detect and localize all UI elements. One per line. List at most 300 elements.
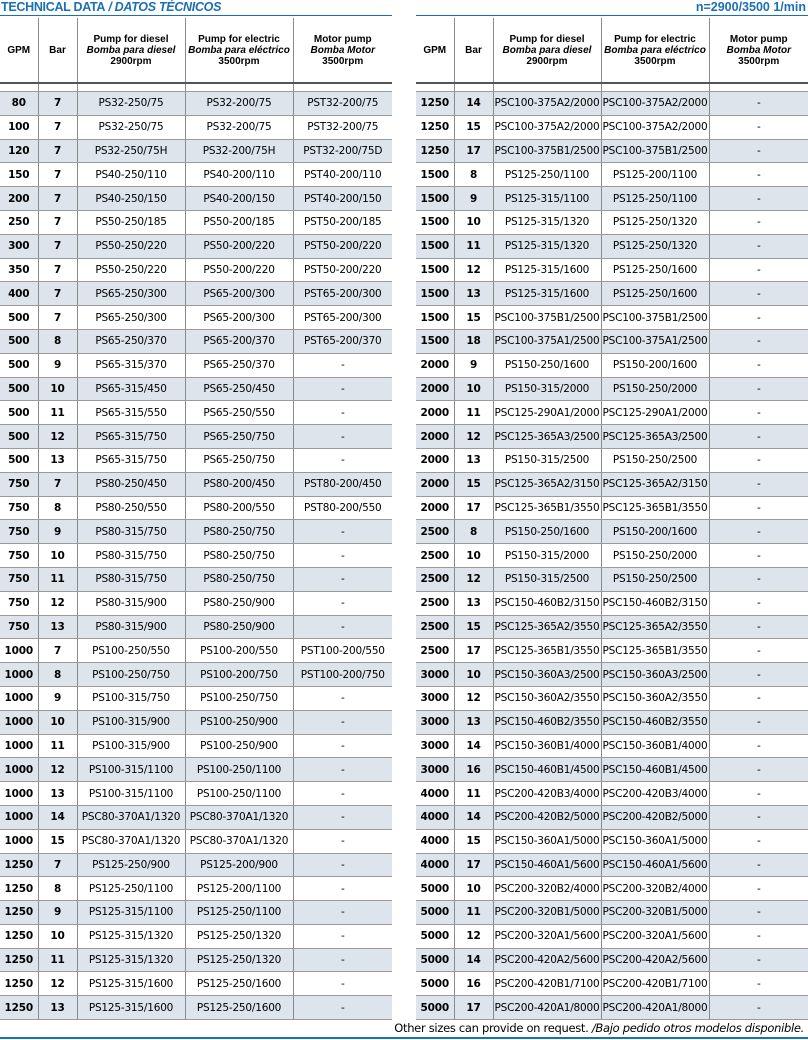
cell-motor-pump: PST50-200/220 xyxy=(293,234,392,258)
cell-electric-pump: PSC125-365B1/3550 xyxy=(601,639,709,663)
table-row xyxy=(0,591,392,615)
cell-motor-pump: - xyxy=(709,425,808,449)
header-diesel xyxy=(77,18,185,83)
cell-electric-pump: PS150-250/2500 xyxy=(601,448,709,472)
bottom-divider xyxy=(0,1037,808,1039)
table-row xyxy=(416,615,808,639)
cell-motor-pump: PST100-200/750 xyxy=(293,663,392,687)
table-row xyxy=(416,877,808,901)
cell-motor-pump: - xyxy=(709,448,808,472)
cell-diesel-pump: PSC100-375B1/2500 xyxy=(493,139,601,163)
header-electric xyxy=(185,18,293,83)
cell-gpm: 1500 xyxy=(416,329,454,353)
cell-diesel-pump: PS125-315/1600 xyxy=(77,972,185,996)
table-row xyxy=(416,805,808,829)
cell-electric-pump: PSC200-420B3/4000 xyxy=(601,782,709,806)
cell-motor-pump: - xyxy=(709,805,808,829)
cell-gpm: 5000 xyxy=(416,901,454,925)
cell-motor-pump: - xyxy=(293,686,392,710)
cell-electric-pump: PSC125-365B1/3550 xyxy=(601,496,709,520)
cell-gpm: 2500 xyxy=(416,567,454,591)
cell-bar: 10 xyxy=(38,544,77,568)
cell-motor-pump: - xyxy=(293,758,392,782)
table-row xyxy=(416,591,808,615)
header-electric-rpm: 3500rpm xyxy=(634,55,676,67)
cell-diesel-pump: PSC100-375A2/2000 xyxy=(493,92,601,116)
cell-bar: 13 xyxy=(38,448,77,472)
cell-gpm: 2000 xyxy=(416,353,454,377)
cell-electric-pump: PS100-250/900 xyxy=(185,734,293,758)
cell-electric-pump: PSC125-365A2/3550 xyxy=(601,615,709,639)
cell-electric-pump: PSC100-375B1/2500 xyxy=(601,306,709,330)
cell-bar: 12 xyxy=(454,567,493,591)
cell-diesel-pump: PSC200-420B1/7100 xyxy=(493,972,601,996)
cell-gpm: 1000 xyxy=(0,710,38,734)
cell-motor-pump: - xyxy=(709,401,808,425)
header-electric-es: Bomba para eléctrico xyxy=(188,44,290,56)
table-row xyxy=(416,210,808,234)
cell-motor-pump: - xyxy=(709,758,808,782)
cell-diesel-pump: PS125-315/1600 xyxy=(493,258,601,282)
header-electric-en: Pump for electric xyxy=(198,33,280,45)
cell-motor-pump: PST50-200/185 xyxy=(293,210,392,234)
cell-bar: 7 xyxy=(38,92,77,116)
cell-diesel-pump: PS50-250/220 xyxy=(77,258,185,282)
cell-bar: 17 xyxy=(454,996,493,1020)
cell-gpm: 1500 xyxy=(416,210,454,234)
cell-bar: 10 xyxy=(38,377,77,401)
cell-gpm: 1000 xyxy=(0,734,38,758)
cell-motor-pump: PST80-200/450 xyxy=(293,472,392,496)
cell-gpm: 750 xyxy=(0,615,38,639)
cell-motor-pump: - xyxy=(709,377,808,401)
cell-motor-pump: - xyxy=(293,353,392,377)
table-row xyxy=(0,805,392,829)
table-row xyxy=(0,544,392,568)
cell-electric-pump: PS65-250/370 xyxy=(185,353,293,377)
cell-bar: 11 xyxy=(454,234,493,258)
cell-motor-pump: - xyxy=(709,472,808,496)
cell-motor-pump: - xyxy=(293,567,392,591)
cell-bar: 8 xyxy=(38,496,77,520)
cell-motor-pump: - xyxy=(709,92,808,116)
cell-diesel-pump: PS65-250/300 xyxy=(77,282,185,306)
table-row xyxy=(0,258,392,282)
cell-gpm: 3000 xyxy=(416,710,454,734)
cell-bar: 12 xyxy=(454,924,493,948)
cell-motor-pump: - xyxy=(293,829,392,853)
header-motor-es: Bomba Motor xyxy=(726,44,791,56)
table-row xyxy=(416,996,808,1020)
cell-electric-pump: PSC100-375A1/2500 xyxy=(601,329,709,353)
table-row xyxy=(0,782,392,806)
cell-electric-pump: PSC200-420A1/8000 xyxy=(601,996,709,1020)
cell-gpm: 4000 xyxy=(416,805,454,829)
cell-diesel-pump: PS100-315/750 xyxy=(77,686,185,710)
cell-gpm: 2500 xyxy=(416,544,454,568)
cell-gpm: 1500 xyxy=(416,282,454,306)
cell-bar: 11 xyxy=(454,901,493,925)
cell-electric-pump: PS150-250/2500 xyxy=(601,567,709,591)
cell-bar: 7 xyxy=(38,853,77,877)
cell-motor-pump: - xyxy=(709,901,808,925)
table-header-row xyxy=(0,18,392,83)
cell-electric-pump: PS150-250/2000 xyxy=(601,544,709,568)
table-row xyxy=(416,520,808,544)
header-diesel-rpm: 2900rpm xyxy=(526,55,568,67)
cell-diesel-pump: PSC200-420A2/5600 xyxy=(493,948,601,972)
cell-diesel-pump: PS150-315/2500 xyxy=(493,448,601,472)
header-bar: Bar xyxy=(454,18,493,83)
cell-gpm: 500 xyxy=(0,329,38,353)
cell-diesel-pump: PS150-250/1600 xyxy=(493,520,601,544)
cell-diesel-pump: PS125-250/1100 xyxy=(77,877,185,901)
cell-motor-pump: - xyxy=(293,901,392,925)
table-row xyxy=(416,639,808,663)
cell-motor-pump: PST50-200/220 xyxy=(293,258,392,282)
cell-electric-pump: PS80-250/750 xyxy=(185,544,293,568)
spacer-cell xyxy=(185,83,293,92)
cell-electric-pump: PS80-250/900 xyxy=(185,615,293,639)
table-row xyxy=(0,306,392,330)
cell-bar: 10 xyxy=(454,544,493,568)
cell-motor-pump: - xyxy=(709,710,808,734)
cell-electric-pump: PSC100-375A2/2000 xyxy=(601,115,709,139)
cell-motor-pump: - xyxy=(293,615,392,639)
table-row xyxy=(416,901,808,925)
header-motor-en: Motor pump xyxy=(729,33,788,45)
table-spacer-row xyxy=(0,83,392,92)
cell-electric-pump: PS125-250/1100 xyxy=(185,901,293,925)
cell-gpm: 4000 xyxy=(416,853,454,877)
cell-electric-pump: PS80-250/750 xyxy=(185,567,293,591)
table-row xyxy=(416,663,808,687)
cell-gpm: 2000 xyxy=(416,448,454,472)
table-row xyxy=(416,329,808,353)
table-row xyxy=(0,92,392,116)
cell-diesel-pump: PS80-315/750 xyxy=(77,567,185,591)
cell-diesel-pump: PSC125-365A2/3150 xyxy=(493,472,601,496)
table-row xyxy=(0,187,392,211)
table-row xyxy=(0,210,392,234)
cell-diesel-pump: PS125-315/1320 xyxy=(493,234,601,258)
table-row xyxy=(0,496,392,520)
spacer-cell xyxy=(493,83,601,92)
cell-diesel-pump: PS125-250/900 xyxy=(77,853,185,877)
cell-motor-pump: - xyxy=(709,187,808,211)
table-row xyxy=(416,115,808,139)
table-row xyxy=(416,544,808,568)
table-row xyxy=(416,782,808,806)
cell-diesel-pump: PS150-315/2500 xyxy=(493,567,601,591)
cell-bar: 17 xyxy=(454,139,493,163)
cell-diesel-pump: PS100-315/1100 xyxy=(77,782,185,806)
cell-electric-pump: PS100-200/550 xyxy=(185,639,293,663)
spacer-cell xyxy=(416,83,454,92)
cell-electric-pump: PSC150-360B1/4000 xyxy=(601,734,709,758)
table-row xyxy=(0,425,392,449)
cell-gpm: 500 xyxy=(0,306,38,330)
cell-electric-pump: PS125-250/1320 xyxy=(601,234,709,258)
cell-motor-pump: - xyxy=(709,853,808,877)
cell-electric-pump: PSC100-375A2/2000 xyxy=(601,92,709,116)
cell-electric-pump: PS100-250/1100 xyxy=(185,782,293,806)
cell-gpm: 1000 xyxy=(0,782,38,806)
cell-bar: 15 xyxy=(454,615,493,639)
cell-bar: 13 xyxy=(454,591,493,615)
header-motor xyxy=(709,18,808,83)
cell-gpm: 1250 xyxy=(0,972,38,996)
table-row xyxy=(416,282,808,306)
cell-electric-pump: PSC150-460A1/5600 xyxy=(601,853,709,877)
cell-motor-pump: PST65-200/300 xyxy=(293,282,392,306)
cell-bar: 15 xyxy=(454,115,493,139)
cell-gpm: 2000 xyxy=(416,377,454,401)
header-bar: Bar xyxy=(38,18,77,83)
cell-motor-pump: - xyxy=(709,496,808,520)
cell-gpm: 150 xyxy=(0,163,38,187)
header-gpm: GPM xyxy=(0,18,38,83)
cell-diesel-pump: PSC200-420B2/5000 xyxy=(493,805,601,829)
cell-motor-pump: - xyxy=(709,329,808,353)
cell-diesel-pump: PS100-250/750 xyxy=(77,663,185,687)
cell-gpm: 300 xyxy=(0,234,38,258)
table-row xyxy=(416,853,808,877)
cell-diesel-pump: PS80-315/900 xyxy=(77,591,185,615)
cell-gpm: 1250 xyxy=(0,948,38,972)
cell-motor-pump: - xyxy=(709,234,808,258)
cell-electric-pump: PS65-250/750 xyxy=(185,425,293,449)
cell-bar: 8 xyxy=(38,329,77,353)
cell-electric-pump: PS40-200/150 xyxy=(185,187,293,211)
cell-gpm: 1500 xyxy=(416,258,454,282)
cell-gpm: 2500 xyxy=(416,591,454,615)
table-row xyxy=(416,686,808,710)
cell-diesel-pump: PS100-315/900 xyxy=(77,710,185,734)
cell-gpm: 1000 xyxy=(0,663,38,687)
cell-bar: 8 xyxy=(38,877,77,901)
cell-motor-pump: PST40-200/110 xyxy=(293,163,392,187)
footnote-es: /Bajo pedido otros modelos disponible. xyxy=(591,1021,804,1035)
cell-electric-pump: PSC100-375B1/2500 xyxy=(601,139,709,163)
table-row xyxy=(0,996,392,1020)
cell-gpm: 200 xyxy=(0,187,38,211)
cell-electric-pump: PS50-200/185 xyxy=(185,210,293,234)
cell-motor-pump: - xyxy=(709,210,808,234)
table-row xyxy=(0,567,392,591)
cell-motor-pump: PST32-200/75 xyxy=(293,92,392,116)
cell-electric-pump: PS80-250/900 xyxy=(185,591,293,615)
cell-bar: 8 xyxy=(454,520,493,544)
cell-diesel-pump: PS65-315/550 xyxy=(77,401,185,425)
cell-motor-pump: - xyxy=(293,853,392,877)
cell-electric-pump: PSC150-460B2/3150 xyxy=(601,591,709,615)
cell-electric-pump: PS125-250/1100 xyxy=(601,187,709,211)
cell-diesel-pump: PS150-250/1600 xyxy=(493,353,601,377)
cell-bar: 10 xyxy=(38,924,77,948)
cell-gpm: 500 xyxy=(0,377,38,401)
cell-motor-pump: - xyxy=(709,520,808,544)
table-row xyxy=(416,234,808,258)
cell-bar: 14 xyxy=(454,948,493,972)
cell-diesel-pump: PSC125-365B1/3550 xyxy=(493,639,601,663)
cell-motor-pump: PST80-200/550 xyxy=(293,496,392,520)
cell-diesel-pump: PS125-315/1320 xyxy=(493,210,601,234)
table-row xyxy=(416,972,808,996)
cell-bar: 18 xyxy=(454,329,493,353)
spacer-cell xyxy=(38,83,77,92)
cell-gpm: 1000 xyxy=(0,686,38,710)
cell-bar: 13 xyxy=(454,710,493,734)
cell-diesel-pump: PSC80-370A1/1320 xyxy=(77,805,185,829)
cell-diesel-pump: PS65-250/370 xyxy=(77,329,185,353)
cell-gpm: 2500 xyxy=(416,639,454,663)
title-separator: / xyxy=(105,0,115,14)
cell-diesel-pump: PS125-315/1100 xyxy=(77,901,185,925)
cell-motor-pump: PST32-200/75 xyxy=(293,115,392,139)
speed-label: n=2900/3500 1/min xyxy=(695,0,806,14)
cell-electric-pump: PSC150-360A1/5000 xyxy=(601,829,709,853)
cell-gpm: 750 xyxy=(0,520,38,544)
table-row xyxy=(0,448,392,472)
cell-diesel-pump: PSC80-370A1/1320 xyxy=(77,829,185,853)
cell-diesel-pump: PSC150-460B1/4500 xyxy=(493,758,601,782)
cell-bar: 15 xyxy=(454,306,493,330)
header-electric-es: Bomba para eléctrico xyxy=(604,44,706,56)
cell-gpm: 1250 xyxy=(416,139,454,163)
cell-gpm: 2000 xyxy=(416,425,454,449)
cell-gpm: 500 xyxy=(0,425,38,449)
cell-gpm: 750 xyxy=(0,544,38,568)
cell-gpm: 1500 xyxy=(416,306,454,330)
table-row xyxy=(416,924,808,948)
cell-bar: 10 xyxy=(38,710,77,734)
cell-bar: 13 xyxy=(38,996,77,1020)
table-row xyxy=(0,615,392,639)
cell-gpm: 750 xyxy=(0,567,38,591)
tech-table-left xyxy=(0,18,392,1020)
table-row xyxy=(416,448,808,472)
table-body-left xyxy=(0,83,392,1020)
cell-diesel-pump: PSC150-460B2/3550 xyxy=(493,710,601,734)
cell-bar: 11 xyxy=(38,734,77,758)
cell-gpm: 500 xyxy=(0,448,38,472)
table-row xyxy=(0,710,392,734)
cell-electric-pump: PS32-200/75H xyxy=(185,139,293,163)
table-row xyxy=(0,901,392,925)
table-row xyxy=(0,282,392,306)
cell-gpm: 1000 xyxy=(0,639,38,663)
cell-motor-pump: - xyxy=(293,877,392,901)
cell-gpm: 3000 xyxy=(416,758,454,782)
cell-diesel-pump: PSC125-365A3/2500 xyxy=(493,425,601,449)
cell-motor-pump: PST32-200/75D xyxy=(293,139,392,163)
spacer-cell xyxy=(709,83,808,92)
cell-motor-pump: - xyxy=(293,377,392,401)
cell-bar: 17 xyxy=(454,639,493,663)
cell-diesel-pump: PS100-315/900 xyxy=(77,734,185,758)
cell-gpm: 1250 xyxy=(0,877,38,901)
cell-bar: 12 xyxy=(38,758,77,782)
table-row xyxy=(0,353,392,377)
cell-bar: 9 xyxy=(38,353,77,377)
cell-motor-pump: - xyxy=(293,734,392,758)
cell-motor-pump: - xyxy=(293,591,392,615)
cell-motor-pump: - xyxy=(709,163,808,187)
cell-gpm: 2000 xyxy=(416,472,454,496)
cell-motor-pump: - xyxy=(709,544,808,568)
cell-motor-pump: - xyxy=(709,972,808,996)
cell-bar: 14 xyxy=(454,805,493,829)
cell-diesel-pump: PSC100-375B1/2500 xyxy=(493,306,601,330)
cell-motor-pump: - xyxy=(293,448,392,472)
cell-gpm: 400 xyxy=(0,282,38,306)
cell-gpm: 1250 xyxy=(0,853,38,877)
cell-motor-pump: - xyxy=(709,591,808,615)
cell-bar: 15 xyxy=(454,472,493,496)
table-row xyxy=(416,734,808,758)
cell-bar: 7 xyxy=(38,163,77,187)
cell-bar: 14 xyxy=(38,805,77,829)
table-row xyxy=(416,829,808,853)
cell-diesel-pump: PSC200-320B2/4000 xyxy=(493,877,601,901)
cell-electric-pump: PSC200-420B1/7100 xyxy=(601,972,709,996)
spacer-cell xyxy=(0,83,38,92)
cell-gpm: 1000 xyxy=(0,758,38,782)
cell-bar: 12 xyxy=(38,591,77,615)
cell-gpm: 1250 xyxy=(416,115,454,139)
cell-motor-pump: PST65-200/370 xyxy=(293,329,392,353)
cell-bar: 13 xyxy=(38,615,77,639)
cell-bar: 10 xyxy=(454,663,493,687)
cell-gpm: 1000 xyxy=(0,829,38,853)
cell-gpm: 2500 xyxy=(416,615,454,639)
cell-bar: 11 xyxy=(38,567,77,591)
table-row xyxy=(416,139,808,163)
header-electric-rpm: 3500rpm xyxy=(218,55,260,67)
cell-motor-pump: - xyxy=(709,282,808,306)
cell-bar: 16 xyxy=(454,758,493,782)
table-row xyxy=(416,948,808,972)
cell-bar: 7 xyxy=(38,472,77,496)
spacer-cell xyxy=(601,83,709,92)
cell-diesel-pump: PS80-315/900 xyxy=(77,615,185,639)
header-diesel xyxy=(493,18,601,83)
cell-diesel-pump: PS80-250/450 xyxy=(77,472,185,496)
cell-diesel-pump: PS65-315/450 xyxy=(77,377,185,401)
cell-diesel-pump: PSC100-375A1/2500 xyxy=(493,329,601,353)
cell-bar: 12 xyxy=(38,972,77,996)
cell-diesel-pump: PSC200-420A1/8000 xyxy=(493,996,601,1020)
table-row xyxy=(0,758,392,782)
table-row xyxy=(0,877,392,901)
cell-electric-pump: PS125-250/1320 xyxy=(185,948,293,972)
cell-gpm: 5000 xyxy=(416,996,454,1020)
cell-bar: 12 xyxy=(454,258,493,282)
cell-electric-pump: PSC125-365A3/2500 xyxy=(601,425,709,449)
cell-electric-pump: PS125-250/1320 xyxy=(185,924,293,948)
cell-bar: 9 xyxy=(38,686,77,710)
cell-electric-pump: PS80-250/750 xyxy=(185,520,293,544)
cell-electric-pump: PS65-200/300 xyxy=(185,282,293,306)
table-spacer-row xyxy=(416,83,808,92)
cell-diesel-pump: PS50-250/220 xyxy=(77,234,185,258)
cell-motor-pump: - xyxy=(709,734,808,758)
cell-gpm: 1500 xyxy=(416,163,454,187)
spacer-cell xyxy=(77,83,185,92)
table-row xyxy=(0,401,392,425)
cell-gpm: 2000 xyxy=(416,496,454,520)
